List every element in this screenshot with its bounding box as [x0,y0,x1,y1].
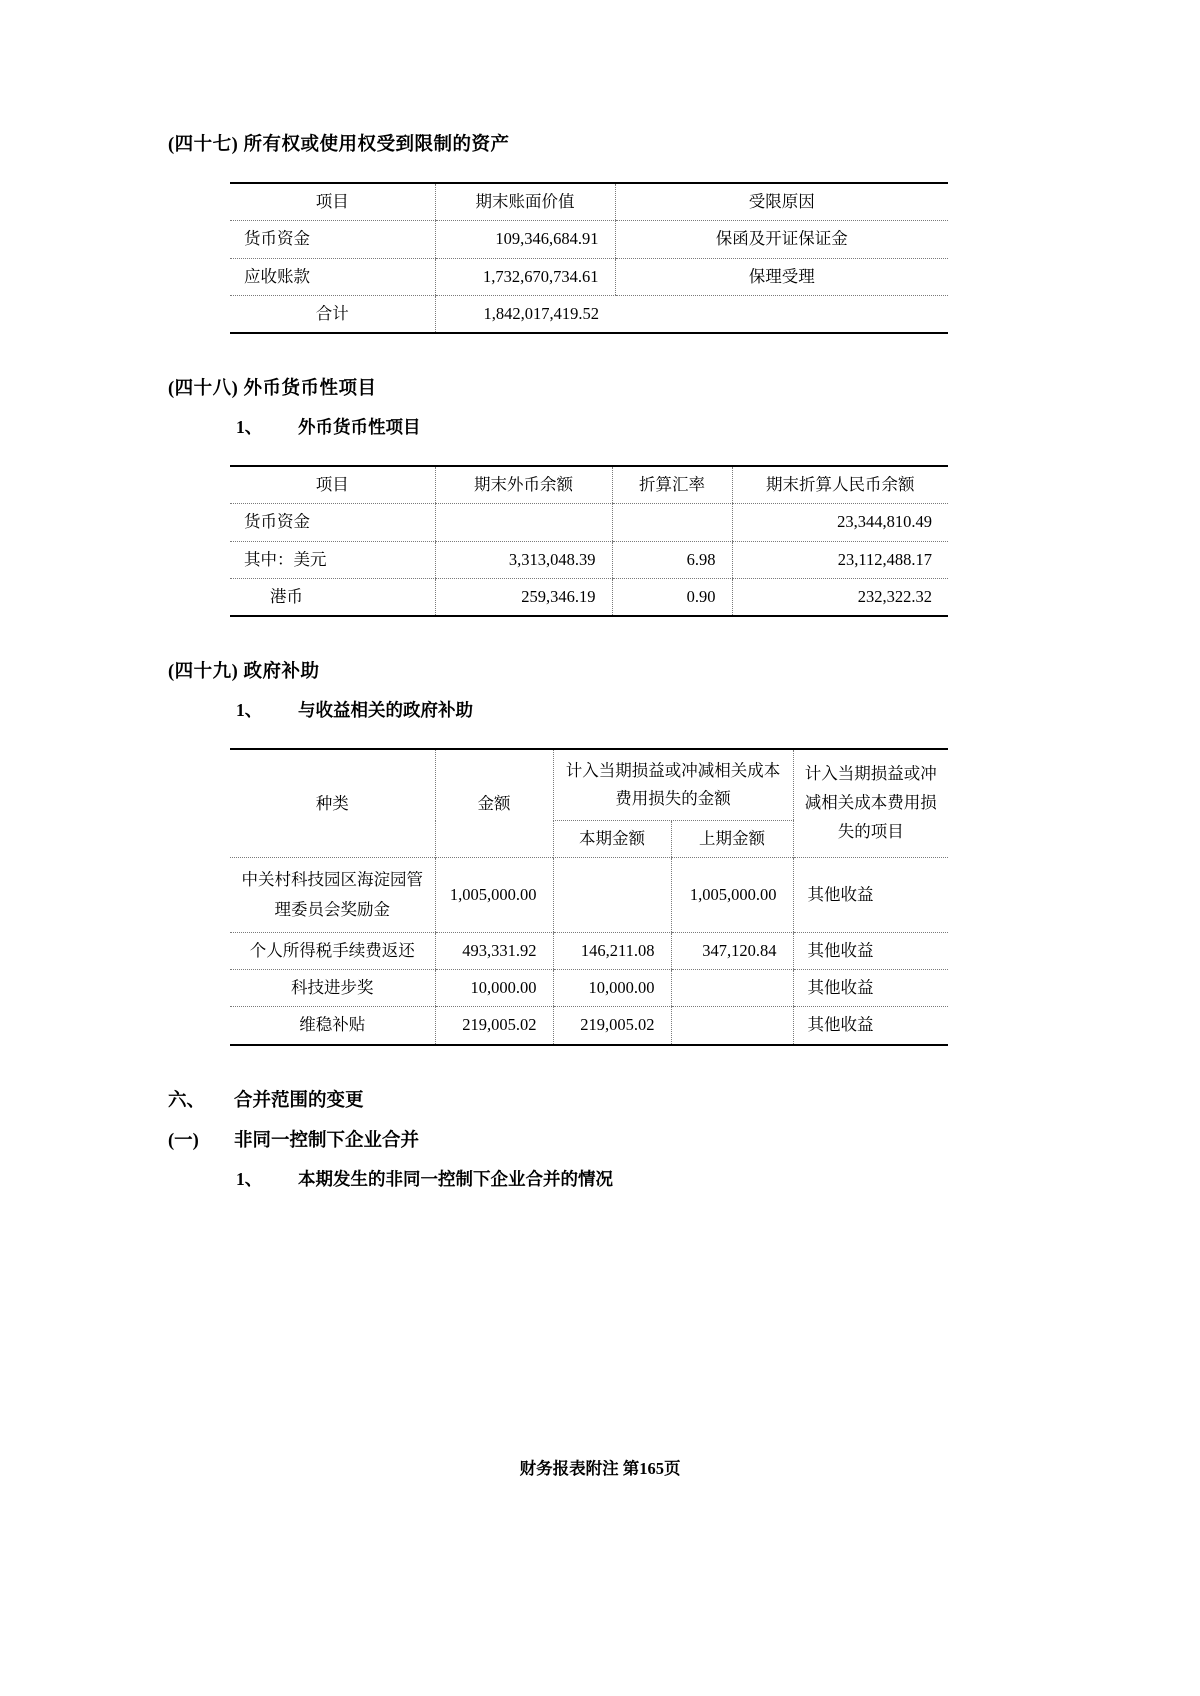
column-header: 项目 [230,466,435,504]
table-row [230,578,948,616]
cell-kind: 中关村科技园区海淀园管理委员会奖励金 [230,858,435,932]
table-row [230,858,948,932]
table-row [230,504,948,541]
table-restricted-assets [230,182,948,334]
cell-reason: 保理受理 [615,258,948,295]
cell-value: 3,313,048.39 [435,541,612,578]
cell-rate: 0.90 [612,578,732,616]
column-header: 受限原因 [615,183,948,221]
cell-value: 1,732,670,734.61 [435,258,615,295]
cell-prior [671,970,793,1007]
section-title: 合并范围的变更 [234,1090,364,1111]
cell-current [553,858,671,932]
cell-prior: 347,120.84 [671,932,793,969]
table-row [230,221,948,258]
column-header-group: 计入当期损益或冲减相关成本费用损失的金额 [553,749,793,821]
table-header-row-top [230,749,948,821]
subsection-index: 1、 [236,700,263,721]
column-header-item: 计入当期损益或冲减相关成本费用损失的项目 [793,749,948,858]
column-header: 折算汇率 [612,466,732,504]
cell-current: 219,005.02 [553,1007,671,1045]
table-row-total [230,295,948,333]
cell-value: 109,346,684.91 [435,221,615,258]
cell-kind: 个人所得税手续费返还 [230,932,435,969]
table-row [230,258,948,295]
cell-value: 1,842,017,419.52 [435,295,615,333]
section-index: 六、 [168,1090,206,1111]
subsection-label: 非同一控制下企业合并 [234,1130,420,1151]
subsection-label: 本期发生的非同一控制下企业合并的情况 [298,1168,613,1189]
cell-rmb: 23,344,810.49 [732,504,948,541]
subsection-heading-48-1 [168,414,1040,439]
cell-amount: 1,005,000.00 [435,858,553,932]
table-header-row [230,466,948,504]
cell-item: 货币资金 [230,221,435,258]
section-heading-47: (四十七) 所有权或使用权受到限制的资产 [168,135,510,155]
subsection-label: 与收益相关的政府补助 [298,700,473,721]
table-row [230,970,948,1007]
cell-value: 259,346.19 [435,578,612,616]
column-header: 期末折算人民币余额 [732,466,948,504]
cell-prior: 1,005,000.00 [671,858,793,932]
column-header-current: 本期金额 [553,821,671,858]
subsection-heading-49-1 [168,697,1040,722]
cell-item: 其中：美元 [230,541,435,578]
cell-reason [615,295,948,333]
table-government-grants [230,748,948,1046]
page-footer: 财务报表附注 第165页 [519,1459,681,1478]
cell-prior [671,1007,793,1045]
cell-rmb: 232,322.32 [732,578,948,616]
column-header: 项目 [230,183,435,221]
cell-kind: 科技进步奖 [230,970,435,1007]
column-header: 期末外币余额 [435,466,612,504]
column-header-prior: 上期金额 [671,821,793,858]
subsection-label: 外币货币性项目 [298,417,421,438]
cell-item: 其他收益 [793,1007,948,1045]
cell-rate: 6.98 [612,541,732,578]
cell-amount: 219,005.02 [435,1007,553,1045]
cell-rate [612,504,732,541]
column-header-kind: 种类 [230,749,435,858]
cell-item: 其他收益 [793,970,948,1007]
cell-current: 146,211.08 [553,932,671,969]
cell-reason: 保函及开证保证金 [615,221,948,258]
section-heading-6 [168,1086,1040,1112]
section-heading-49: (四十九) 政府补助 [168,662,320,683]
cell-kind: 维稳补贴 [230,1007,435,1045]
cell-item: 其他收益 [793,932,948,969]
cell-item: 应收账款 [230,258,435,295]
cell-amount: 493,331.92 [435,932,553,969]
cell-item: 其他收益 [793,858,948,932]
cell-item: 港币 [230,578,435,616]
table-row [230,541,948,578]
column-header: 期末账面价值 [435,183,615,221]
cell-item: 货币资金 [230,504,435,541]
cell-amount: 10,000.00 [435,970,553,1007]
subsection-index: (一) [168,1130,199,1151]
section-heading-48: (四十八) 外币货币性项目 [168,379,377,400]
subsection-index: 1、 [236,417,263,438]
table-row [230,932,948,969]
column-header-amount: 金额 [435,749,553,858]
subsection-index: 1、 [236,1168,263,1189]
cell-current: 10,000.00 [553,970,671,1007]
cell-rmb: 23,112,488.17 [732,541,948,578]
cell-value [435,504,612,541]
table-foreign-currency-items [230,465,948,617]
table-row [230,1007,948,1045]
subsection-heading-6-1-1 [168,1166,1040,1191]
cell-item: 合计 [230,295,435,333]
table-header-row [230,183,948,221]
subsection-heading-6-1 [168,1126,1040,1152]
